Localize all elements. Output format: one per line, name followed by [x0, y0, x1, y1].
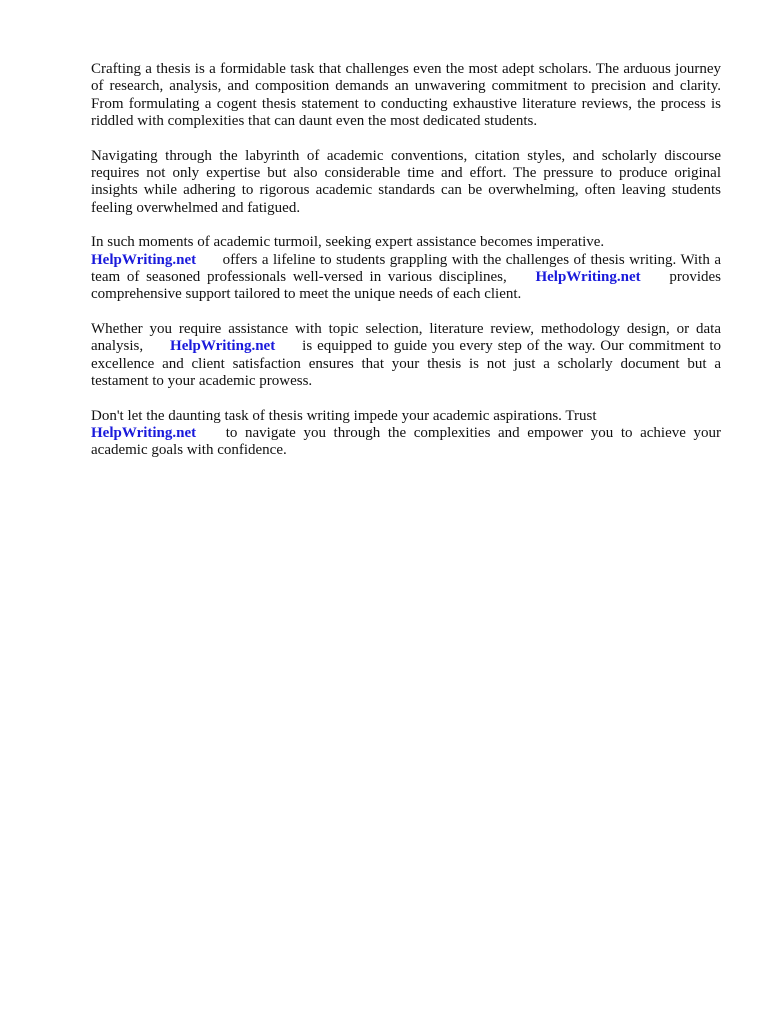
paragraph-3-text-a: In such moments of academic turmoil, seeking expert assistance becomes imperative. — [91, 234, 605, 251]
paragraph-2-text: Navigating through the labyrinth of academic conventions, citation styles, and scholarly discourse requires not only expertise but also considerable time and effort. The pressure to produce original insights while adhering to rigorous academic standards can be overwhelming, often leaving students feeling overwhelmed and fatigued. — [91, 147, 721, 216]
helpwriting-link-4[interactable]: HelpWriting.net — [91, 424, 197, 441]
paragraph-4 — [91, 321, 721, 391]
document-body — [91, 61, 721, 477]
paragraph-2 — [91, 148, 721, 218]
paragraph-1-text: Crafting a thesis is a formidable task that challenges even the most adept scholars. The arduous journey of research, analysis, and composition demands an unwavering commitment to precision and clarity. From formulating a cogent thesis statement to conducting exhaustive literature reviews, the process is riddled with complexities that can daunt even the most dedicated students. — [91, 61, 721, 130]
paragraph-5 — [91, 408, 721, 460]
paragraph-1 — [91, 61, 721, 131]
paragraph-3 — [91, 234, 721, 304]
paragraph-3-text-c: provides comprehensive support tailored to meet the unique needs of each client. — [91, 269, 722, 303]
paragraph-4-text-a: Whether you require assistance with topic selection, literature review, methodology design, or data analysis, — [91, 320, 721, 355]
paragraph-5-text-a: Don't let the daunting task of thesis writing impede your academic aspirations. Trust — [91, 407, 597, 424]
helpwriting-link-3[interactable]: HelpWriting.net — [170, 338, 276, 355]
paragraph-3-text-b: offers a lifeline to students grappling with the challenges of thesis writing. With a team of seasoned professionals well-versed in various disciplines, — [91, 251, 721, 286]
paragraph-4-text-b: is equipped to guide you every step of the way. Our commitment to excellence and client satisfaction ensures that your thesis is not just a scholarly document but a testament to your academic prowess. — [91, 338, 722, 390]
helpwriting-link-2[interactable]: HelpWriting.net — [535, 269, 641, 286]
helpwriting-link-1[interactable]: HelpWriting.net — [91, 251, 197, 268]
paragraph-5-text-b: to navigate you through the complexities and empower you to achieve your academic goals with confidence. — [91, 424, 721, 459]
